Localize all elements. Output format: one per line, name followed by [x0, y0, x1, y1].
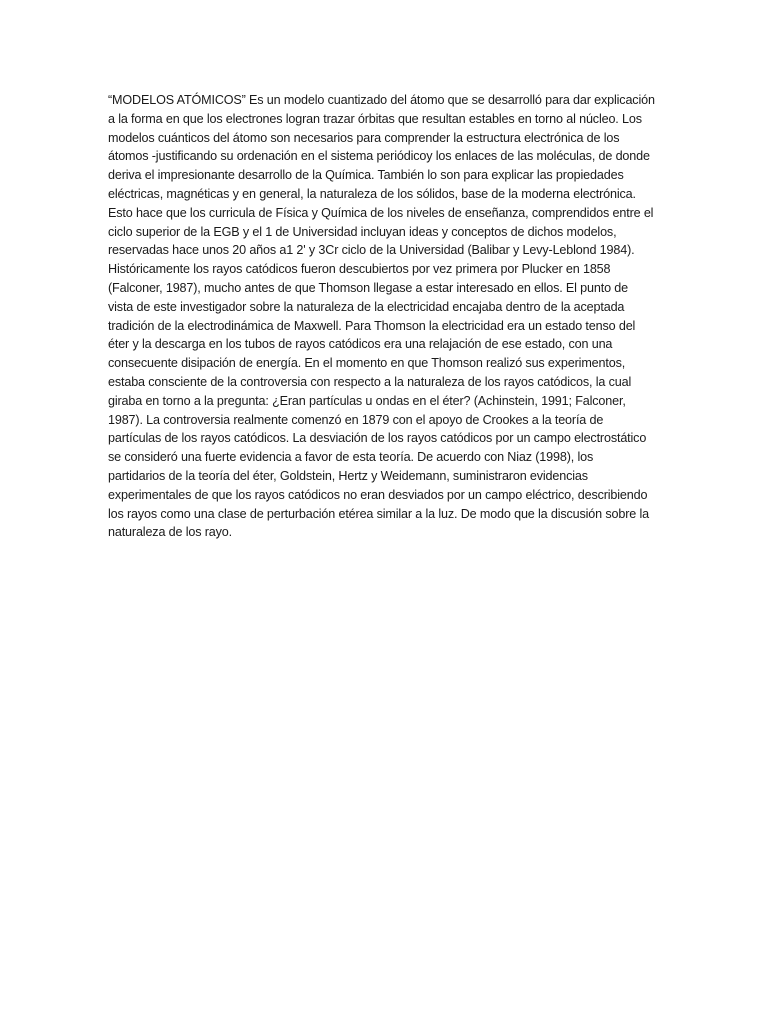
text-line: éter y la descarga en los tubos de rayos catódicos era una relajación de ese estado, con una: [108, 337, 613, 352]
text-line: naturaleza de los rayo.: [108, 525, 232, 540]
text-line: modelos cuánticos del átomo son necesarios para comprender la estructura electrónica de los: [108, 130, 620, 145]
text-line: vista de este investigador sobre la naturaleza de la electricidad encajaba dentro de la aceptada: [108, 299, 625, 314]
text-line: reservadas hace unos 20 años a1 2' y 3Cr ciclo de la Universidad (Balibar y Levy-Leblond 1984).: [108, 243, 635, 258]
text-line: partículas de los rayos catódicos. La desviación de los rayos catódicos por un campo electrostático: [108, 431, 647, 446]
text-line: a la forma en que los electrones logran trazar órbitas que resultan estables en torno al núcleo. Los: [108, 111, 642, 126]
text-line: Esto hace que los curricula de Física y Química de los niveles de enseñanza, comprendidos entre el: [108, 205, 654, 220]
text-line: deriva el impresionante desarrollo de la Química. También lo son para explicar las propiedades: [108, 168, 624, 183]
text-line: átomos -justificando su ordenación en el sistema periódicoy los enlaces de las moléculas, de donde: [108, 149, 650, 164]
text-line: (Falconer, 1987), mucho antes de que Thomson llegase a estar interesado en ellos. El punto de: [108, 280, 628, 295]
text-line: Históricamente los rayos catódicos fueron descubiertos por vez primera por Plucker en 1858: [108, 262, 611, 277]
text-line: experimentales de que los rayos catódicos no eran desviados por un campo eléctrico, describiendo: [108, 487, 648, 502]
text-line: ciclo superior de la EGB y el 1 de Universidad incluyan ideas y conceptos de dichos modelos,: [108, 224, 617, 239]
text-line: consecuente disipación de energía. En el momento en que Thomson realizó sus experimentos,: [108, 356, 626, 371]
text-line: estaba consciente de la controversia con respecto a la naturaleza de los rayos catódicos, la cual: [108, 374, 632, 389]
text-line: tradición de la electrodinámica de Maxwell. Para Thomson la electricidad era un estado tenso del: [108, 318, 636, 333]
text-line: los rayos como una clase de perturbación etérea similar a la luz. De modo que la discusión sobre la: [108, 506, 649, 521]
document-paragraph: [108, 91, 663, 542]
text-line: eléctricas, magnéticas y en general, la naturaleza de los sólidos, base de la moderna electrónica.: [108, 186, 636, 201]
text-line: “MODELOS ATÓMICOS” Es un modelo cuantizado del átomo que se desarrolló para dar explicación: [108, 93, 655, 107]
text-line: giraba en torno a la pregunta: ¿Eran partículas u ondas en el éter? (Achinstein, 1991; Falconer,: [108, 393, 626, 408]
text-line: 1987). La controversia realmente comenzó en 1879 con el apoyo de Crookes a la teoría de: [108, 412, 604, 427]
text-line: se consideró una fuerte evidencia a favor de esta teoría. De acuerdo con Niaz (1998), los: [108, 450, 594, 465]
text-line: partidarios de la teoría del éter, Goldstein, Hertz y Weidemann, suministraron evidencias: [108, 468, 588, 483]
